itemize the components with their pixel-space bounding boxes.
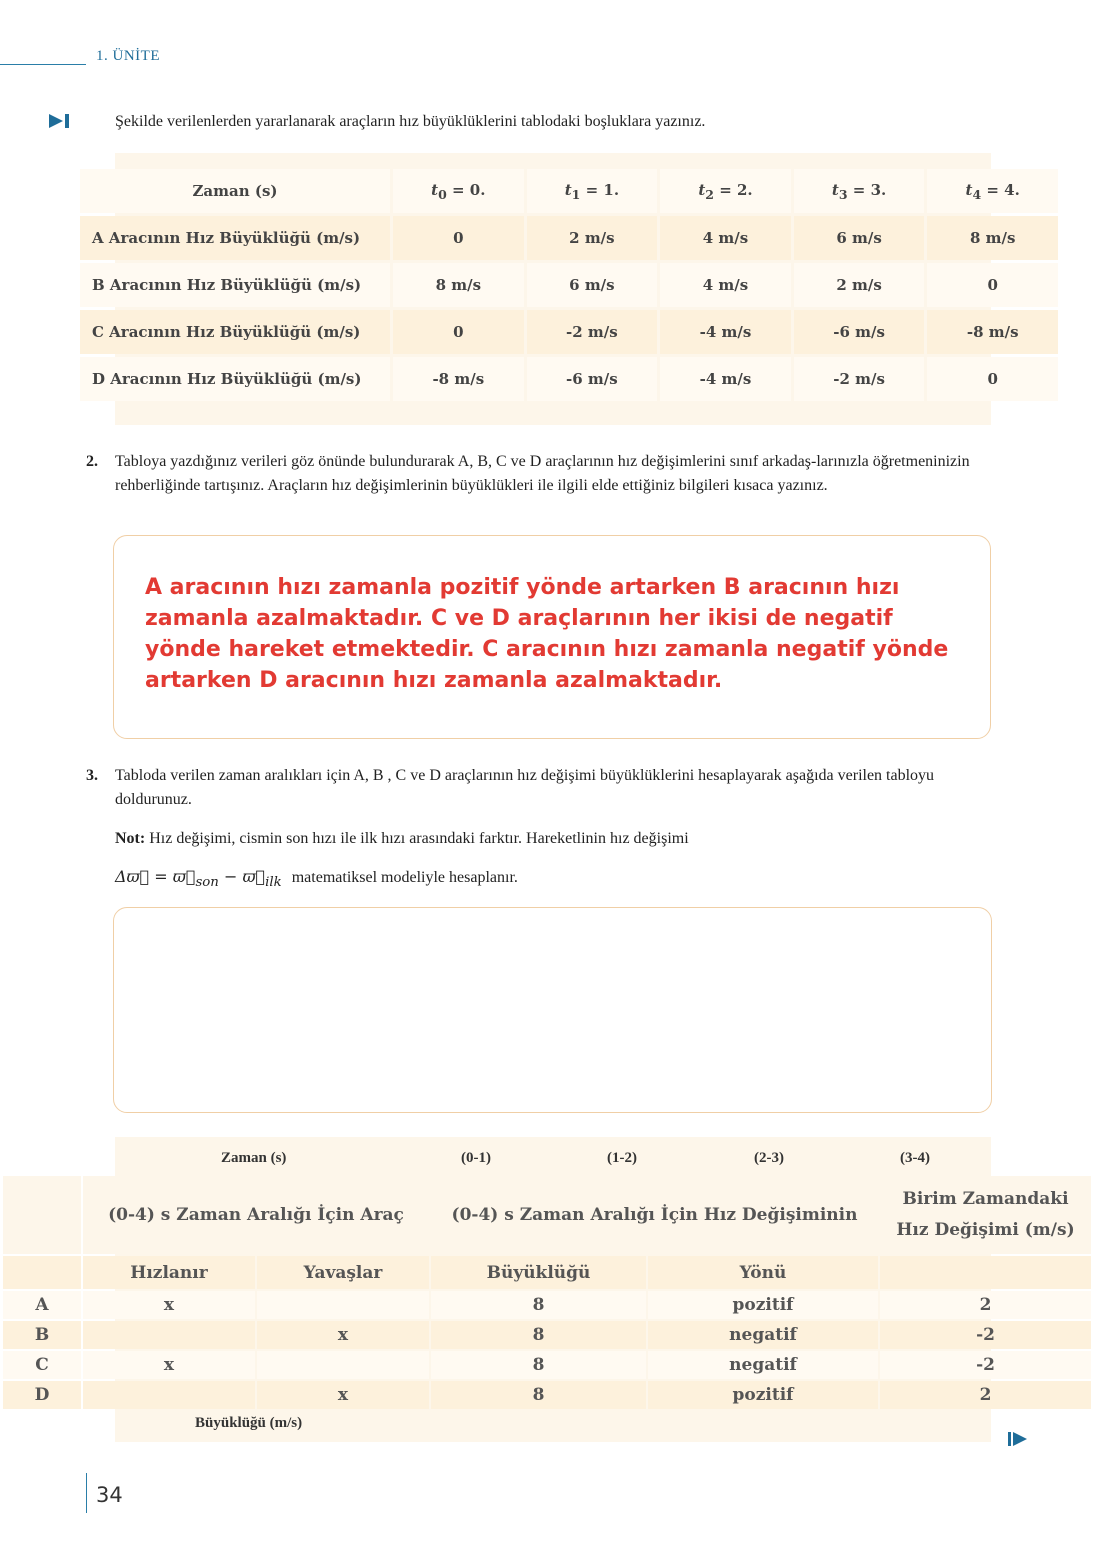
formula-tail: matematiksel modeliyle hesaplanır. [291, 869, 518, 886]
cell-yavaslar [257, 1351, 429, 1379]
note-label: Not: [115, 830, 146, 847]
cell: 8 m/s [927, 216, 1058, 260]
q3-number: 3. [86, 767, 98, 784]
speed-table [77, 166, 1061, 404]
cell: -8 m/s [927, 310, 1058, 354]
subheader-buyukluk: Büyüklüğü [431, 1256, 646, 1289]
cell-yon: negatif [648, 1351, 878, 1379]
q2-text: Tabloya yazdığınız verileri göz önünde bulundurarak A, B, C ve D araçlarının hız değişimlerini sınıf arkadaş-larınızla öğretmeninizin rehberliğinde tartışınız. Araçların hız değişimlerinin büyüklükleri ile ilgili elde ettiğiniz bilgileri kısaca yazınız. [115, 453, 970, 494]
empty-cell [3, 1176, 81, 1254]
bg-header-3-4: (3-4) [900, 1150, 930, 1166]
subheader-yon: Yönü [648, 1256, 878, 1289]
empty-cell [880, 1256, 1091, 1289]
cell-birim: 2 [880, 1291, 1091, 1319]
formula: Δϖ⃗ = $ϖ⃗_{son}$ − $ϖ⃗_{ilk}$ [115, 867, 282, 891]
table-subheader-row [3, 1256, 1091, 1289]
cell-yavaslar [257, 1291, 429, 1319]
group-header-birim: Birim Zamandaki Hız Değişimi (m/s) [880, 1176, 1091, 1254]
cell: 8 m/s [393, 263, 524, 307]
table-row [80, 357, 1058, 401]
car-label: D [3, 1381, 81, 1409]
row-label: B Aracının Hız Büyüklüğü (m/s) [80, 263, 390, 307]
q3-answer-box [113, 907, 992, 1113]
cell-buyukluk: 8 [431, 1351, 646, 1379]
play-next-icon [49, 113, 71, 133]
cell: -6 m/s [527, 357, 658, 401]
table-row [80, 310, 1058, 354]
group-header-hiz-degisim: (0-4) s Zaman Aralığı İçin Hız Değişiminin [431, 1176, 878, 1254]
header-t1: $t_1 = 1$. [527, 169, 658, 213]
cell: 0 [927, 357, 1058, 401]
cell: 4 m/s [660, 216, 791, 260]
row-label: A Aracının Hız Büyüklüğü (m/s) [80, 216, 390, 260]
q3-text: Tabloda verilen zaman aralıkları için A, B , C ve D araçlarının hız değişimi büyüklüklerini hesaplayarak aşağıda verilen tabloyu doldurunuz. [115, 767, 935, 808]
table-row [3, 1321, 1091, 1349]
bg-header-0-1: (0-1) [461, 1150, 491, 1166]
row-label: D Aracının Hız Büyüklüğü (m/s) [80, 357, 390, 401]
cell: 6 m/s [527, 263, 658, 307]
car-label: A [3, 1291, 81, 1319]
cell-hizlanir: x [83, 1291, 255, 1319]
table-row [80, 216, 1058, 260]
cell: 0 [393, 310, 524, 354]
header-t4: $t_4 = 4$. [927, 169, 1058, 213]
note-text: Hız değişimi, cismin son hızı ile ilk hızı arasındaki farktır. Hareketlinin hız değişimi [149, 830, 689, 847]
cell: -2 m/s [794, 357, 925, 401]
bg-header-time: Zaman (s) [221, 1150, 287, 1166]
row-label: C Aracının Hız Büyüklüğü (m/s) [80, 310, 390, 354]
bg-footer-label: Büyüklüğü (m/s) [195, 1415, 303, 1431]
q2-number: 2. [86, 453, 98, 470]
unit-title: 1. ÜNİTE [96, 48, 160, 64]
q3-note [115, 827, 995, 851]
cell: 2 m/s [527, 216, 658, 260]
table-header-row [80, 169, 1058, 213]
header-t0: $t_0 = 0$. [393, 169, 524, 213]
bg-header-1-2: (1-2) [607, 1150, 637, 1166]
cell-buyukluk: 8 [431, 1321, 646, 1349]
table-group-header-row [3, 1176, 1091, 1254]
empty-cell [3, 1256, 81, 1289]
car-label: B [3, 1321, 81, 1349]
cell: 6 m/s [794, 216, 925, 260]
cell-yon: pozitif [648, 1381, 878, 1409]
cell-birim: 2 [880, 1381, 1091, 1409]
cell: -4 m/s [660, 310, 791, 354]
cell: 2 m/s [794, 263, 925, 307]
table-row [3, 1381, 1091, 1409]
header-rule [0, 64, 86, 65]
header-t3: $t_3 = 3$. [794, 169, 925, 213]
table-row [3, 1351, 1091, 1379]
cell-birim: -2 [880, 1321, 1091, 1349]
cell: -4 m/s [660, 357, 791, 401]
subheader-hizlanir: Hızlanır [83, 1256, 255, 1289]
velocity-change-table [1, 1174, 1093, 1411]
cell-yon: negatif [648, 1321, 878, 1349]
cell-birim: -2 [880, 1351, 1091, 1379]
cell-hizlanir: x [83, 1351, 255, 1379]
cell-hizlanir [83, 1381, 255, 1409]
car-label: C [3, 1351, 81, 1379]
cell-yavaslar: x [257, 1321, 429, 1349]
q3-formula [115, 865, 815, 895]
cell-yon: pozitif [648, 1291, 878, 1319]
table-row [80, 263, 1058, 307]
cell-yavaslar: x [257, 1381, 429, 1409]
cell: -6 m/s [794, 310, 925, 354]
header-t2: $t_2 = 2$. [660, 169, 791, 213]
cell: -8 m/s [393, 357, 524, 401]
q2-answer: A aracının hızı zamanla pozitif yönde artarken B aracının hızı zamanla azalmaktadır. C ve D araçlarının her ikisi de negatif yönde hareket etmektedir. C aracının hızı zamanla negatif yönde artarken D aracının hızı zamanla azalmaktadır. [145, 575, 949, 693]
bg-header-2-3: (2-3) [754, 1150, 784, 1166]
intro-instruction: Şekilde verilenlerden yararlanarak araçların hız büyüklüklerini tablodaki boşluklara yazınız. [115, 113, 706, 130]
subheader-yavaslar: Yavaşlar [257, 1256, 429, 1289]
cell: 0 [393, 216, 524, 260]
cell-buyukluk: 8 [431, 1291, 646, 1319]
group-header-arac: (0-4) s Zaman Aralığı İçin Araç [83, 1176, 429, 1254]
cell-buyukluk: 8 [431, 1381, 646, 1409]
cell: 0 [927, 263, 1058, 307]
table-row [3, 1291, 1091, 1319]
cell-hizlanir [83, 1321, 255, 1349]
header-time: Zaman (s) [80, 169, 390, 213]
page-number-rule [86, 1473, 87, 1513]
cell: -2 m/s [527, 310, 658, 354]
next-page-icon[interactable] [1008, 1431, 1028, 1451]
page-number: 34 [96, 1483, 123, 1507]
cell: 4 m/s [660, 263, 791, 307]
